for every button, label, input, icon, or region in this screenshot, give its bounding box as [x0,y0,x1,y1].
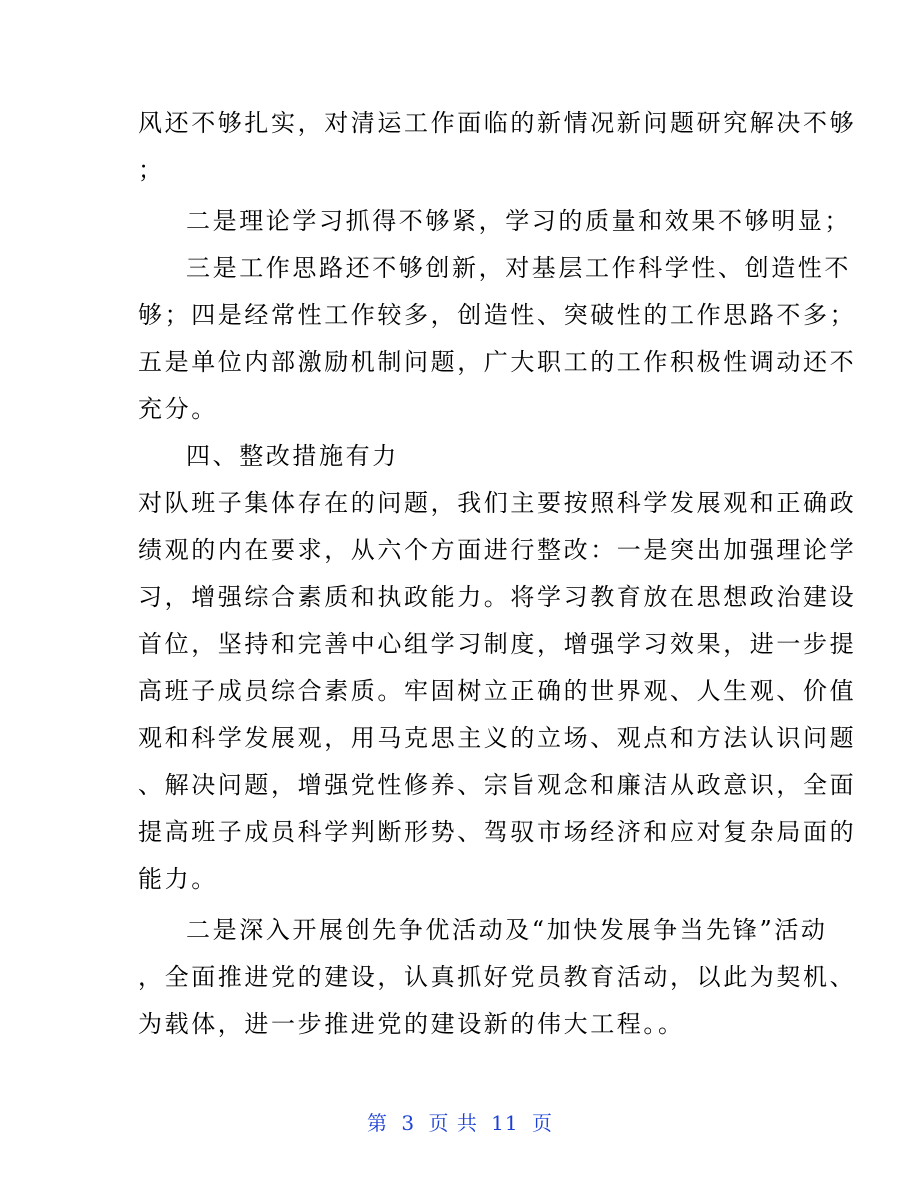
page-footer [0,1108,920,1138]
text-line: 五是单位内部激励机制问题，广大职工的工作积极性调动还不 [138,348,857,376]
text-line: 二是理论学习抓得不够紧，学习的质量和效果不够明显； [186,207,851,235]
text-line: 风还不够扎实，对清运工作面临的新情况新问题研究解决不够 [138,109,857,137]
text-line: 三是工作思路还不够创新，对基层工作科学性、创造性不 [186,254,851,282]
text-line: 提高班子成员科学判断形势、驾驭市场经济和应对复杂局面的 [138,818,857,846]
text-line: 绩观的内在要求，从六个方面进行整改：一是突出加强理论学 [138,536,857,564]
text-line: 首位，坚持和完善中心组学习制度，增强学习效果，进一步提 [138,630,857,658]
text-line: 观和科学发展观，用马克思主义的立场、观点和方法认识问题 [138,724,857,752]
text-line: 二是深入开展创先争优活动及“加快发展争当先锋”活动 [186,916,828,944]
document-body [138,100,857,1048]
footer-prefix: 第 [367,1111,388,1135]
text-line: 充分。 [138,395,218,423]
text-line: 够；四是经常性工作较多，创造性、突破性的工作思路不多； [138,301,857,329]
text-line: 对队班子集体存在的问题，我们主要按照科学发展观和正确政 [138,489,857,517]
total-pages-number: 11 [491,1111,519,1135]
text-line: 高班子成员综合素质。牢固树立正确的世界观、人生观、价值 [138,677,857,705]
text-line: 为载体，进一步推进党的建设新的伟大工程。。 [138,1010,685,1038]
section-heading: 四、整改措施有力 [186,442,399,470]
footer-suffix: 页 [531,1111,553,1135]
text-line: 习，增强综合素质和执政能力。将学习教育放在思想政治建设 [138,583,857,611]
text-line: 能力。 [138,865,218,893]
footer-page-word: 页 [428,1111,450,1135]
text-line: 、解决问题，增强党性修养、宗旨观念和廉洁从政意识，全面 [138,771,857,799]
text-line: ； [138,156,165,184]
current-page-number: 3 [401,1111,416,1135]
text-line: ，全面推进党的建设，认真抓好党员教育活动，以此为契机、 [138,963,857,991]
footer-total-prefix: 共 [456,1111,478,1135]
